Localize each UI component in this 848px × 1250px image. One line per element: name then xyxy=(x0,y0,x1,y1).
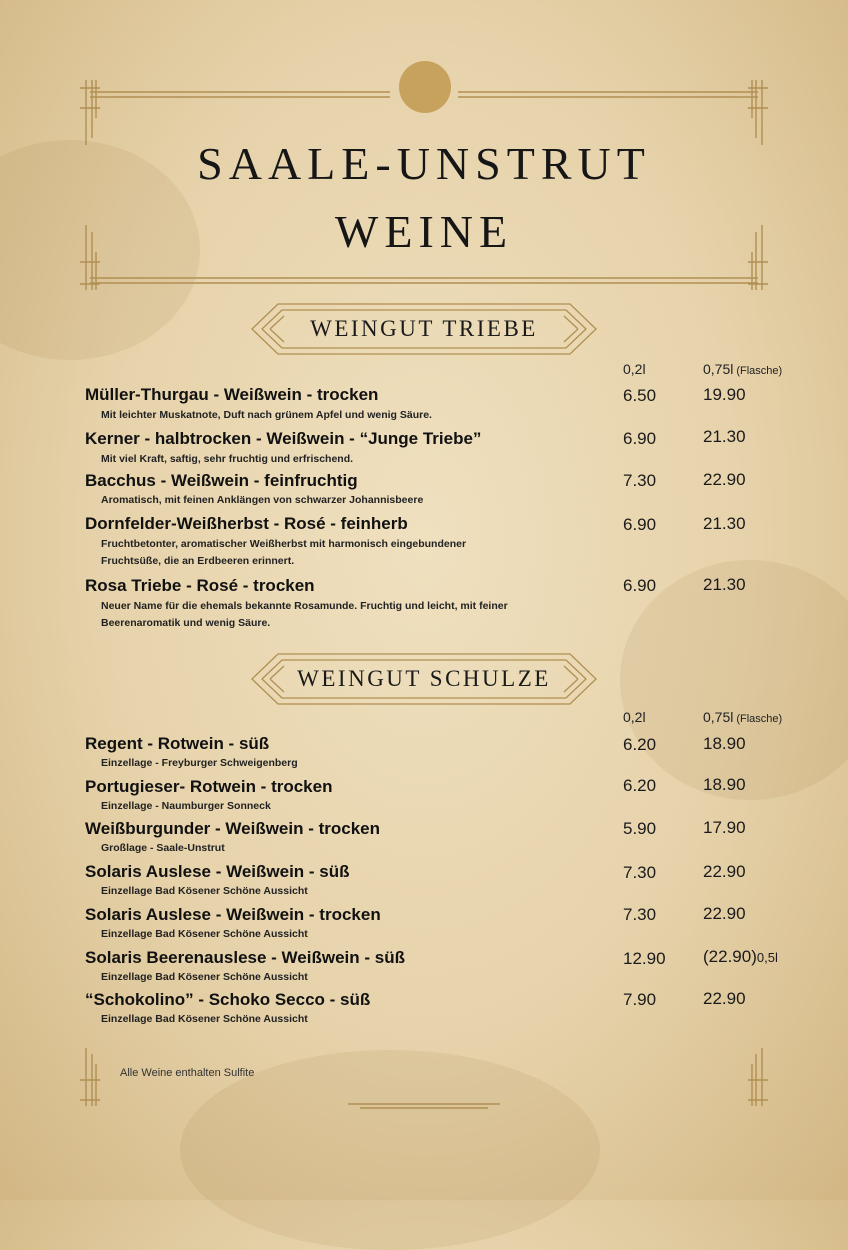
wine-name: Müller-Thurgau - Weißwein - trocken xyxy=(85,385,379,404)
wine-name: Solaris Auslese - Weißwein - süß xyxy=(85,862,350,881)
wine-name: Solaris Auslese - Weißwein - trocken xyxy=(85,905,381,924)
price-bottle-value: (22.90) xyxy=(703,947,757,966)
wine-description: Einzellage Bad Kösener Schöne Aussicht xyxy=(101,1013,308,1025)
price-glass: 6.20 xyxy=(623,735,657,754)
wine-description: Einzellage - Naumburger Sonneck xyxy=(101,800,271,812)
price-bottle: 22.90 xyxy=(703,862,746,881)
wine-description: Einzellage Bad Kösener Schöne Aussicht xyxy=(101,885,308,897)
price-glass: 7.30 xyxy=(623,905,657,924)
page-title-line2: WEINE xyxy=(334,206,514,257)
price-bottle: 22.90 xyxy=(703,989,746,1008)
column-head-large: 0,75l (Flasche) xyxy=(703,361,783,377)
price-bottle: 22.90 xyxy=(703,470,746,489)
wine-name: Bacchus - Weißwein - feinfruchtig xyxy=(85,471,358,490)
wine-name: “Schokolino” - Schoko Secco - süß xyxy=(85,990,371,1009)
wine-name: Solaris Beerenauslese - Weißwein - süß xyxy=(85,948,405,967)
price-bottle: 18.90 xyxy=(703,734,746,753)
wine-name: Dornfelder-Weißherbst - Rosé - feinherb xyxy=(85,514,408,533)
price-glass: 6.90 xyxy=(623,576,657,595)
wine-description: Mit leichter Muskatnote, Duft nach grünem Apfel und wenig Säure. xyxy=(101,409,432,421)
section-title-schulze: WEINGUT SCHULZE xyxy=(297,666,551,691)
price-glass: 6.50 xyxy=(623,386,657,405)
column-head-large: 0,75l (Flasche) xyxy=(703,709,783,725)
bottom-frame xyxy=(0,1040,848,1120)
wine-description: Einzellage Bad Kösener Schöne Aussicht xyxy=(101,971,308,983)
price-glass: 7.30 xyxy=(623,863,657,882)
price-glass: 5.90 xyxy=(623,819,657,838)
price-glass: 6.90 xyxy=(623,429,657,448)
price-bottle-size: 0,5l xyxy=(756,950,778,965)
price-bottle: 19.90 xyxy=(703,385,746,404)
price-bottle: 22.90 xyxy=(703,904,746,923)
price-bottle: 21.30 xyxy=(703,514,746,533)
wine-name: Regent - Rotwein - süß xyxy=(85,734,270,753)
price-glass: 6.90 xyxy=(623,515,657,534)
wine-name: Portugieser- Rotwein - trocken xyxy=(85,777,333,796)
column-head-small: 0,2l xyxy=(623,361,646,377)
wine-name: Kerner - halbtrocken - Weißwein - “Junge Triebe” xyxy=(85,429,482,448)
wine-description: Fruchtbetonter, aromatischer Weißherbst mit harmonisch eingebundener Fruchtsüße, die an Erdbeeren erinnert. xyxy=(101,538,467,567)
wine-description: Einzellage - Freyburger Schweigenberg xyxy=(101,757,298,769)
price-glass: 7.30 xyxy=(623,471,657,490)
wine-description: Aromatisch, mit feinen Anklängen von schwarzer Johannisbeere xyxy=(101,494,424,506)
price-glass: 6.20 xyxy=(623,776,657,795)
price-glass: 12.90 xyxy=(623,949,666,968)
wine-description: Neuer Name für die ehemals bekannte Rosamunde. Fruchtig und leicht, mit feiner Beerenaromatik und wenig Säure. xyxy=(101,600,508,629)
price-bottle xyxy=(703,947,778,967)
wine-description: Einzellage Bad Kösener Schöne Aussicht xyxy=(101,928,308,940)
wine-description: Großlage - Saale-Unstrut xyxy=(101,842,225,854)
wine-name: Weißburgunder - Weißwein - trocken xyxy=(85,819,381,838)
price-bottle: 21.30 xyxy=(703,427,746,446)
price-glass: 7.90 xyxy=(623,990,657,1009)
section-title-triebe: WEINGUT TRIEBE xyxy=(310,316,538,341)
footer-note: Alle Weine enthalten Sulfite xyxy=(120,1067,255,1079)
page-title-line1: SAALE-UNSTRUT xyxy=(197,138,651,189)
price-bottle: 21.30 xyxy=(703,575,746,594)
column-head-small: 0,2l xyxy=(623,709,646,725)
wine-name: Rosa Triebe - Rosé - trocken xyxy=(85,576,315,595)
price-bottle: 17.90 xyxy=(703,818,746,837)
wine-description: Mit viel Kraft, saftig, sehr fruchtig und erfrischend. xyxy=(101,453,354,465)
price-bottle: 18.90 xyxy=(703,775,746,794)
